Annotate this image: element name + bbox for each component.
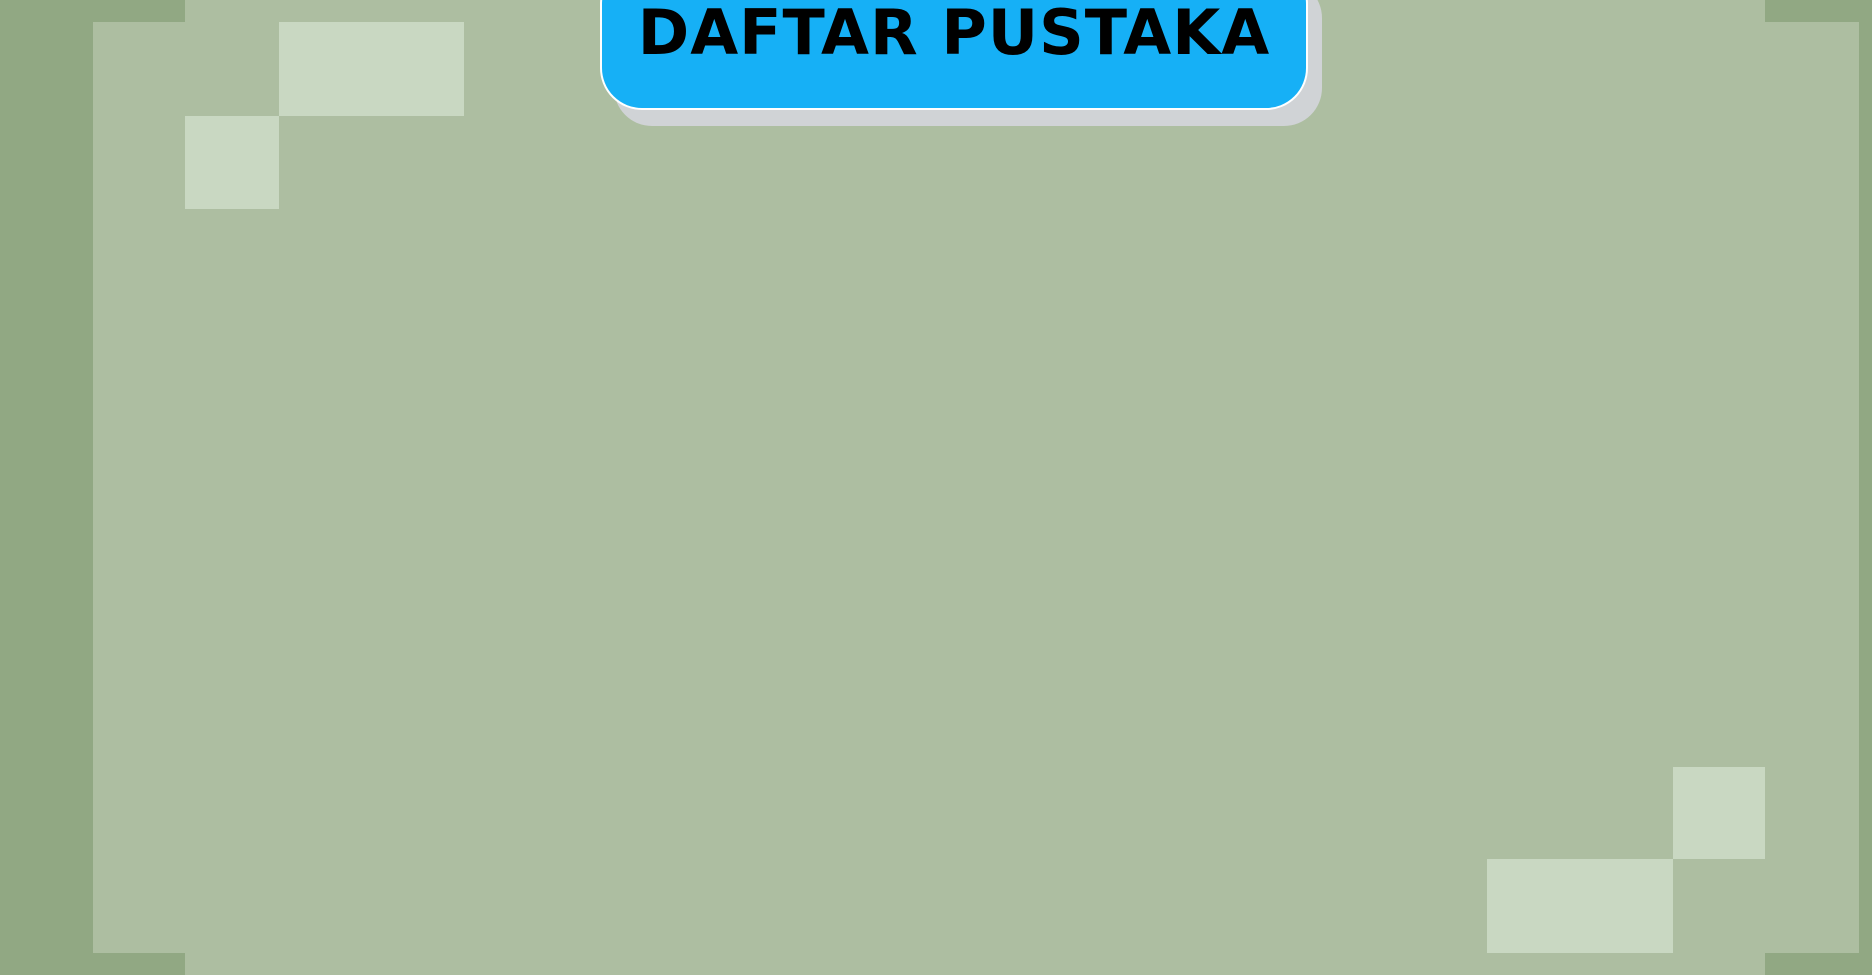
background-panel-light xyxy=(93,22,1859,953)
decor-square-top-left-small xyxy=(185,116,279,209)
decor-square-bottom-right-small xyxy=(1673,767,1765,859)
decor-square-top-left-wide xyxy=(279,22,464,116)
slide-title: DAFTAR PUSTAKA xyxy=(637,0,1271,69)
bottom-band xyxy=(185,953,1765,975)
decor-square-bottom-right-wide xyxy=(1487,859,1673,953)
